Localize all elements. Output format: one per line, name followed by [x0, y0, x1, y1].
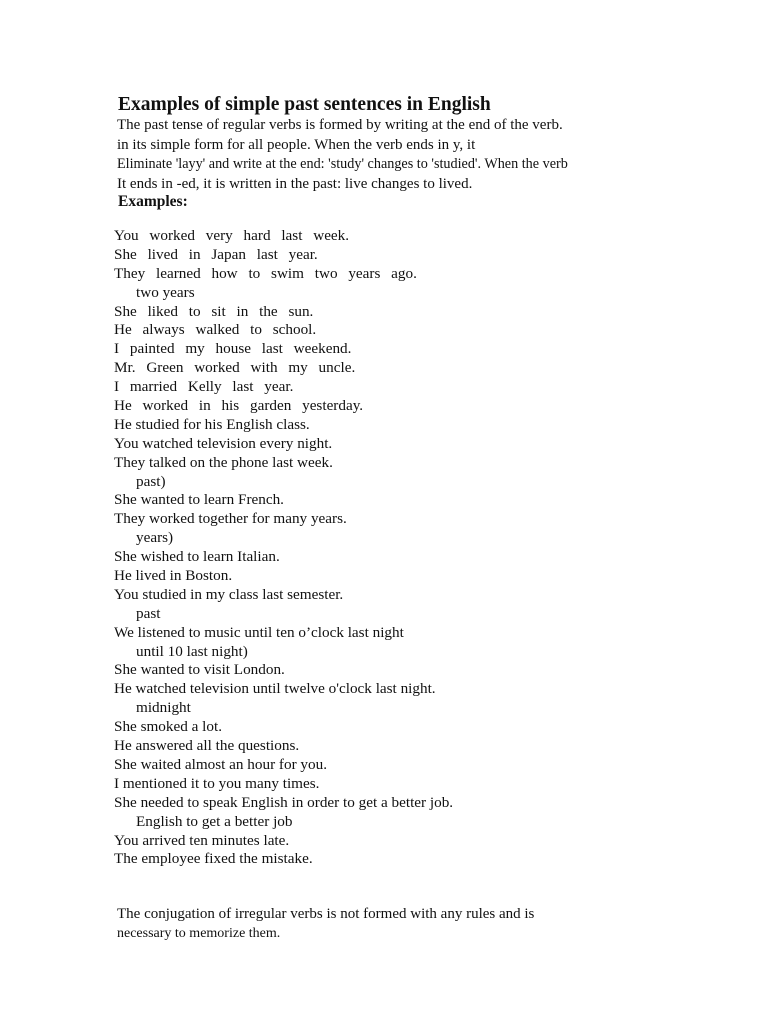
footer-line: necessary to memorize them.	[117, 926, 281, 941]
example-sentence-fragment: until 10 last night)	[136, 642, 248, 660]
example-sentence: He answered all the questions.	[114, 737, 300, 755]
example-sentence: She needed to speak English in order to get a better job.	[114, 793, 454, 811]
intro-line: in its simple form for all people. When the verb ends in y, it	[117, 136, 476, 153]
example-sentence: You studied in my class last semester.	[114, 585, 344, 603]
example-sentence: They learned how to swim two years ago.	[114, 264, 417, 282]
intro-line: Eliminate 'layy' and write at the end: 'study' changes to 'studied'. When the verb	[117, 156, 568, 172]
example-sentence-list	[114, 227, 453, 869]
page-title: Examples of simple past sentences in English	[118, 94, 491, 115]
footer-note	[117, 904, 637, 944]
intro-line: The past tense of regular verbs is formed by writing at the end of the verb.	[117, 117, 563, 133]
intro-paragraph	[117, 116, 568, 194]
footer-line: The conjugation of irregular verbs is not formed with any rules and is	[117, 906, 535, 922]
example-sentence: He worked in his garden yesterday.	[114, 397, 364, 415]
example-sentence-fragment: past)	[136, 472, 166, 490]
example-sentence: You worked very hard last week.	[114, 227, 350, 244]
example-sentence-fragment: two years	[136, 283, 195, 301]
intro-line: It ends in -ed, it is written in the past: live changes to lived.	[117, 175, 473, 192]
example-sentence: She smoked a lot.	[114, 718, 222, 736]
example-sentence: She wished to learn Italian.	[114, 548, 280, 566]
example-sentence: The employee fixed the mistake.	[114, 850, 313, 868]
examples-heading: Examples:	[118, 193, 188, 210]
example-sentence-fragment: midnight	[136, 699, 191, 717]
example-sentence: She lived in Japan last year.	[114, 245, 318, 263]
example-sentence-fragment: past	[136, 604, 161, 622]
example-sentence: She waited almost an hour for you.	[114, 755, 328, 773]
example-sentence: He lived in Boston.	[114, 567, 233, 585]
example-sentence-fragment: English to get a better job	[136, 812, 293, 830]
example-sentence: Mr. Green worked with my uncle.	[114, 359, 356, 377]
example-sentence: He studied for his English class.	[114, 415, 310, 433]
example-sentence: They worked together for many years.	[114, 510, 347, 528]
example-sentence: She liked to sit in the sun.	[114, 302, 314, 320]
example-sentence: He watched television until twelve o'clock last night.	[114, 680, 436, 698]
example-sentence: I painted my house last weekend.	[114, 340, 352, 358]
example-sentence: They talked on the phone last week.	[114, 453, 333, 471]
example-sentence: She wanted to learn French.	[114, 491, 284, 509]
example-sentence: He always walked to school.	[114, 321, 317, 339]
example-sentence-fragment: years)	[136, 529, 174, 547]
example-sentence: We listened to music until ten o’clock last night	[114, 623, 404, 641]
example-sentence: You arrived ten minutes late.	[114, 831, 290, 849]
example-sentence: You watched television every night.	[114, 434, 333, 452]
example-sentence: I mentioned it to you many times.	[114, 774, 320, 792]
example-sentence: I married Kelly last year.	[114, 378, 294, 396]
example-sentence: She wanted to visit London.	[114, 661, 285, 679]
